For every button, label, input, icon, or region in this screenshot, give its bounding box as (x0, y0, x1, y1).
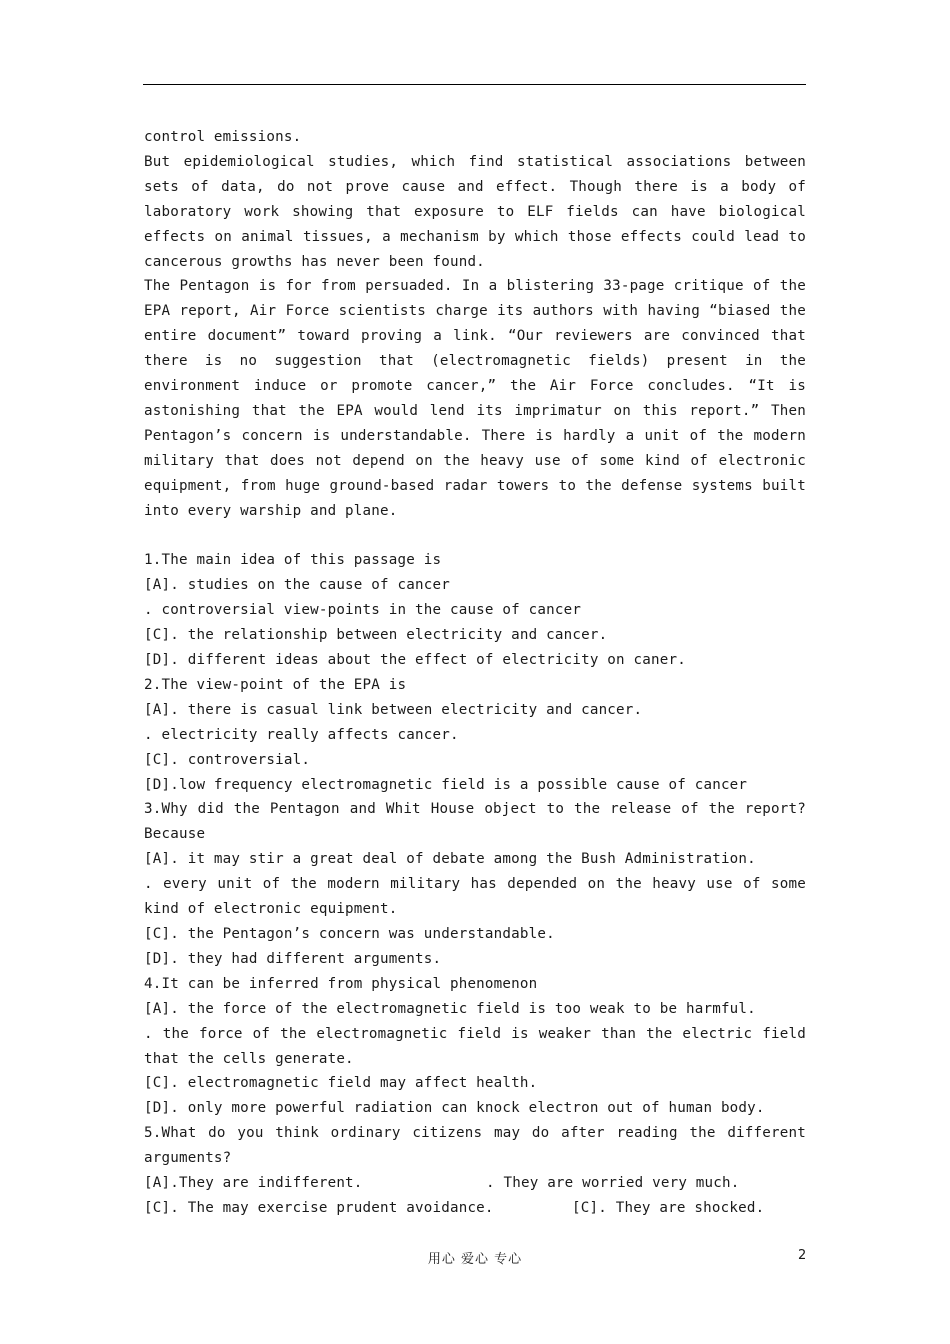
question-4 (144, 972, 806, 1121)
answer-option: [D]. only more powerful radiation can knock electron out of human body. (144, 1100, 765, 1117)
passage-paragraph: The Pentagon is for from persuaded. In a blistering 33-page critique of the EPA report, Air Force scientists charge its authors with having “biased the entire document” toward proving a link. “Our reviewers are convinced that there is no suggestion that (electromagnetic fields) present in the environment induce or promote cancer,” the Air Force concludes. “It is astonishing that the EPA would lend its imprimatur on this report.” Then Pentagon’s concern is understandable. There is hardly a unit of the modern military that does not depend on the heavy use of some kind of electronic equipment, from huge ground-based radar towers to the defense systems built into every warship and plane. (144, 278, 806, 519)
answer-option: [D]. they had different arguments. (144, 950, 442, 967)
question-3 (144, 797, 806, 971)
answer-option: [C]. They are shocked. (572, 1199, 765, 1216)
answer-option: . electricity really affects cancer. (144, 726, 459, 743)
document-body (144, 125, 806, 1221)
page-footer (0, 1248, 950, 1270)
answer-option: . controversial view-points in the cause of cancer (144, 602, 582, 619)
question-stem: 3.Why did the Pentagon and Whit House object to the release of the report? Because (144, 801, 806, 843)
answer-option: [A]. studies on the cause of cancer (144, 577, 450, 594)
answer-option: [C]. controversial. (144, 751, 311, 768)
answer-option: . They are worried very much. (486, 1175, 740, 1192)
answer-option: [C]. The may exercise prudent avoidance. (144, 1199, 494, 1216)
answer-option: [C]. the Pentagon’s concern was understandable. (144, 925, 555, 942)
question-stem: 1.The main idea of this passage is (144, 552, 442, 569)
question-stem: 2.The view-point of the EPA is (144, 676, 407, 693)
answer-option: [D]. different ideas about the effect of electricity on caner. (144, 652, 686, 669)
passage-paragraph: control emissions. (144, 129, 302, 145)
answer-option: . every unit of the modern military has depended on the heavy use of some kind of electronic equipment. (144, 876, 806, 918)
answer-option: [D].low frequency electromagnetic field is a possible cause of cancer (144, 776, 748, 793)
question-5 (144, 1121, 806, 1221)
question-stem: 4.It can be inferred from physical phenomenon (144, 975, 538, 992)
passage-paragraph: But epidemiological studies, which find statistical associations between sets of data, do not prove cause and effect. Though there is a body of laboratory work showing that exposure to ELF fields can have biological effects on animal tissues, a mechanism by which those effects could lead to cancerous growths has never been found. (144, 153, 806, 270)
header-rule (143, 84, 806, 85)
answer-option: [A]. there is casual link between electricity and cancer. (144, 701, 643, 718)
footer-slogan: 用心 爱心 专心 (427, 1252, 523, 1267)
question-1 (144, 548, 806, 673)
spacer (144, 524, 806, 549)
page-number: 2 (798, 1248, 807, 1263)
answer-option: [A].They are indifferent. (144, 1175, 363, 1192)
question-stem: 5.What do you think ordinary citizens may do after reading the different arguments? (144, 1125, 806, 1167)
answer-option: [A]. the force of the electromagnetic field is too weak to be harmful. (144, 1000, 756, 1017)
answer-option: [A]. it may stir a great deal of debate among the Bush Administration. (144, 851, 756, 868)
answer-option-row (144, 1196, 806, 1221)
answer-option-row (144, 1171, 806, 1196)
answer-option: . the force of the electromagnetic field is weaker than the electric field that the cells generate. (144, 1025, 806, 1067)
answer-option: [C]. the relationship between electricity and cancer. (144, 627, 608, 644)
answer-option: [C]. electromagnetic field may affect health. (144, 1075, 538, 1092)
question-2 (144, 673, 806, 798)
